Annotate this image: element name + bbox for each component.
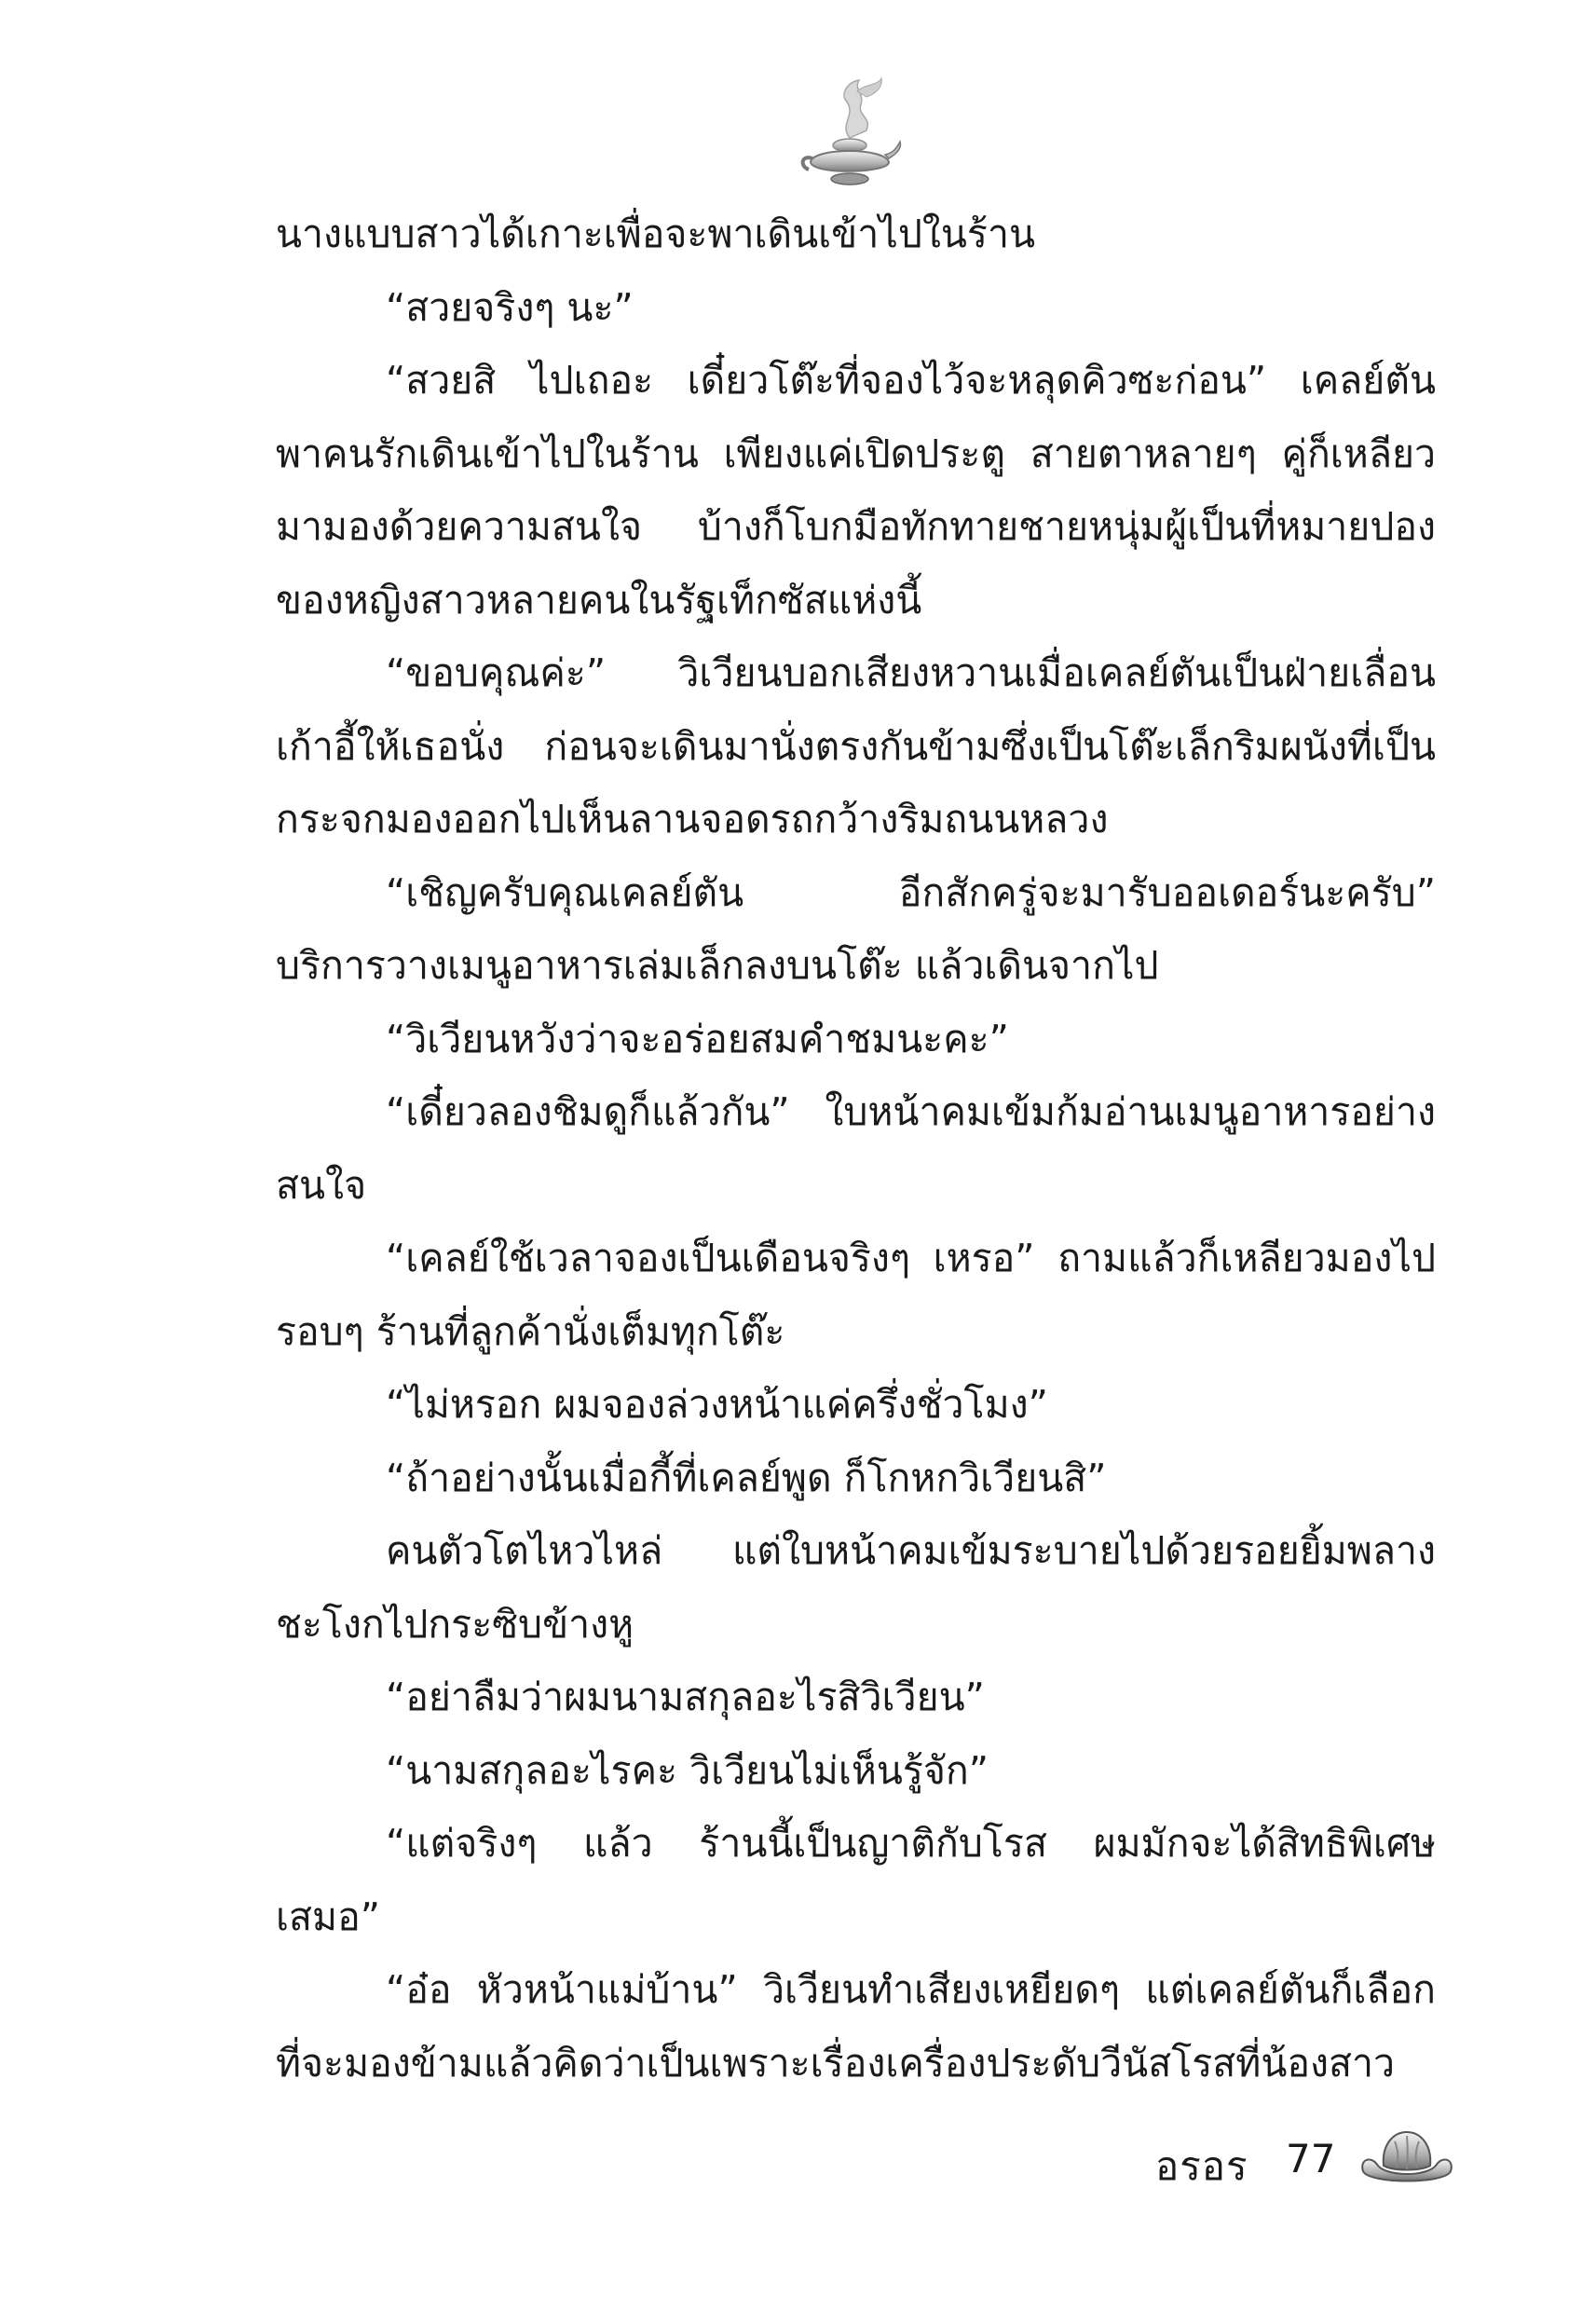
text-line: รอบๆ ร้านที่ลูกค้านั่งเต็มทุกโต๊ะ — [276, 1308, 785, 1354]
text-line: กระจกมองออกไปเห็นลานจอดรถกว้างริมถนนหลวง — [276, 797, 1109, 841]
text-line: “นามสกุลอะไรคะ วิเวียนไม่เห็นรู้จัก” — [386, 1747, 989, 1793]
text-line: “ไม่หรอก ผมจองล่วงหน้าแค่ครึ่งชั่วโมง” — [386, 1382, 1048, 1427]
text-line: “วิเวียนหวังว่าจะอร่อยสมคำชมนะคะ” — [386, 1016, 1009, 1061]
text-line: สนใจ — [276, 1162, 367, 1208]
text-line: ที่จะมองข้ามแล้วคิดว่าเป็นเพราะเรื่องเครื่องประดับวีนัสโรสที่น้องสาว — [276, 2040, 1396, 2085]
body-text — [276, 198, 1436, 2099]
text-line: เสมอ” — [276, 1894, 380, 1939]
text-line: “ถ้าอย่างนั้นเมื่อกี้ที่เคลย์พูด ก็โกหกวิเวียนสิ” — [386, 1455, 1107, 1500]
genie-lamp-icon — [792, 73, 904, 194]
text-line: “สวยจริงๆ นะ” — [386, 284, 634, 330]
text-line: “สวยสิ ไปเถอะ เดี๋ยวโต๊ะที่จองไว้จะหลุดคิวซะก่อน” เคลย์ตัน — [386, 358, 1436, 403]
text-line: “แต่จริงๆ แล้ว ร้านนี้เป็นญาติกับโรส ผมมักจะได้สิทธิพิเศษ — [386, 1821, 1436, 1866]
text-line: “เชิญครับคุณเคลย์ตัน อีกสักครู่จะมารับออเดอร์นะครับ” — [386, 869, 1436, 915]
text-line: บริการวางเมนูอาหารเล่มเล็กลงบนโต๊ะ แล้วเดินจากไป — [276, 943, 1159, 988]
text-line: “อ๋อ หัวหน้าแม่บ้าน” วิเวียนทำเสียงเหยียดๆ แต่เคลย์ตันก็เลือก — [386, 1967, 1436, 2012]
text-line: มามองด้วยความสนใจ บ้างก็โบกมือทักทายชายหนุ่มผู้เป็นที่หมายปอง — [276, 504, 1436, 549]
text-line: คนตัวโตไหวไหล่ แต่ใบหน้าคมเข้มระบายไปด้วยรอยยิ้มพลาง — [386, 1528, 1436, 1573]
text-line: นางแบบสาวได้เกาะเพื่อจะพาเดินเข้าไปในร้าน — [276, 212, 1035, 256]
text-line: “เคลย์ใช้เวลาจองเป็นเดือนจริงๆ เหรอ” ถามแล้วก็เหลียวมองไป — [386, 1236, 1436, 1280]
text-line: “เดี๋ยวลองชิมดูก็แล้วกัน” ใบหน้าคมเข้มก้มอ่านเมนูอาหารอย่าง — [386, 1089, 1436, 1134]
text-line: พาคนรักเดินเข้าไปในร้าน เพียงแค่เปิดประตู สายตาหลายๆ คู่ก็เหลียว — [276, 431, 1436, 476]
book-title: อรอร — [1155, 2143, 1248, 2189]
page-footer — [1155, 2123, 1472, 2207]
hat-icon — [1356, 2123, 1458, 2197]
text-line: ชะโงกไปกระซิบข้างหู — [276, 1601, 634, 1647]
page-number: 77 — [1286, 2136, 1336, 2181]
text-line: “ขอบคุณค่ะ” วิเวียนบอกเสียงหวานเมื่อเคลย์ตันเป็นฝ่ายเลื่อน — [386, 650, 1436, 695]
text-line: ของหญิงสาวหลายคนในรัฐเท็กซัสแห่งนี้ — [276, 577, 922, 622]
text-line: “อย่าลืมว่าผมนามสกุลอะไรสิวิเวียน” — [386, 1675, 985, 1719]
text-line: เก้าอี้ให้เธอนั่ง ก่อนจะเดินมานั่งตรงกันข้ามซึ่งเป็นโต๊ะเล็กริมผนังที่เป็น — [276, 723, 1436, 769]
